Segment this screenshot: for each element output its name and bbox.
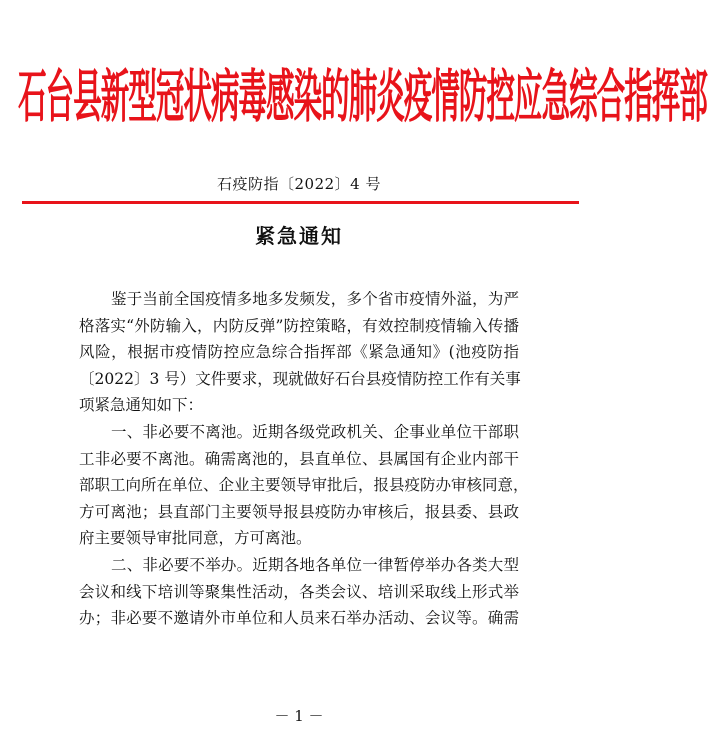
notice-title: 紧急通知 xyxy=(255,224,343,248)
red-divider-rule xyxy=(22,201,579,204)
notice-body xyxy=(79,286,529,632)
body-line: 部职工向所在单位、企业主要领导审批后，报县疫防办审核同意， xyxy=(79,476,529,495)
page-number: － 1 － xyxy=(274,707,324,725)
issuing-authority-title: 石台县新型冠状病毒感染的肺炎疫情防控应急综合指挥部 xyxy=(18,64,707,132)
issuing-authority-header xyxy=(0,64,707,134)
body-line: 鉴于当前全国疫情多地多发频发，多个省市疫情外溢，为严 xyxy=(111,290,519,308)
body-line: 二、非必要不举办。近期各地各单位一律暂停举办各类大型 xyxy=(111,555,519,574)
body-line: 方可离池；县直部门主要领导报县疫防办审核后，报县委、县政 xyxy=(79,502,519,521)
body-line: 〔2022〕3 号）文件要求，现就做好石台县疫情防控工作有关事 xyxy=(79,369,521,388)
body-line: 一、非必要不离池。近期各级党政机关、企事业单位干部职 xyxy=(111,422,519,441)
body-line: 工非必要不离池。确需离池的，县直单位、县属国有企业内部干 xyxy=(79,449,519,468)
body-line: 会议和线下培训等聚集性活动，各类会议、培训采取线上形式举 xyxy=(79,582,519,601)
body-line: 办；非必要不邀请外市单位和人员来石举办活动、会议等。确需 xyxy=(79,609,519,628)
body-line: 风险，根据市疫情防控应急综合指挥部《紧急通知》(池疫防指 xyxy=(79,343,519,362)
document-number: 石疫防指〔2022〕4 号 xyxy=(217,175,381,193)
body-line: 府主要领导审批同意，方可离池。 xyxy=(79,529,312,548)
body-line: 项紧急通知如下： xyxy=(79,396,204,415)
body-line: 格落实“外防输入，内防反弹”防控策略，有效控制疫情输入传播 xyxy=(79,316,519,335)
